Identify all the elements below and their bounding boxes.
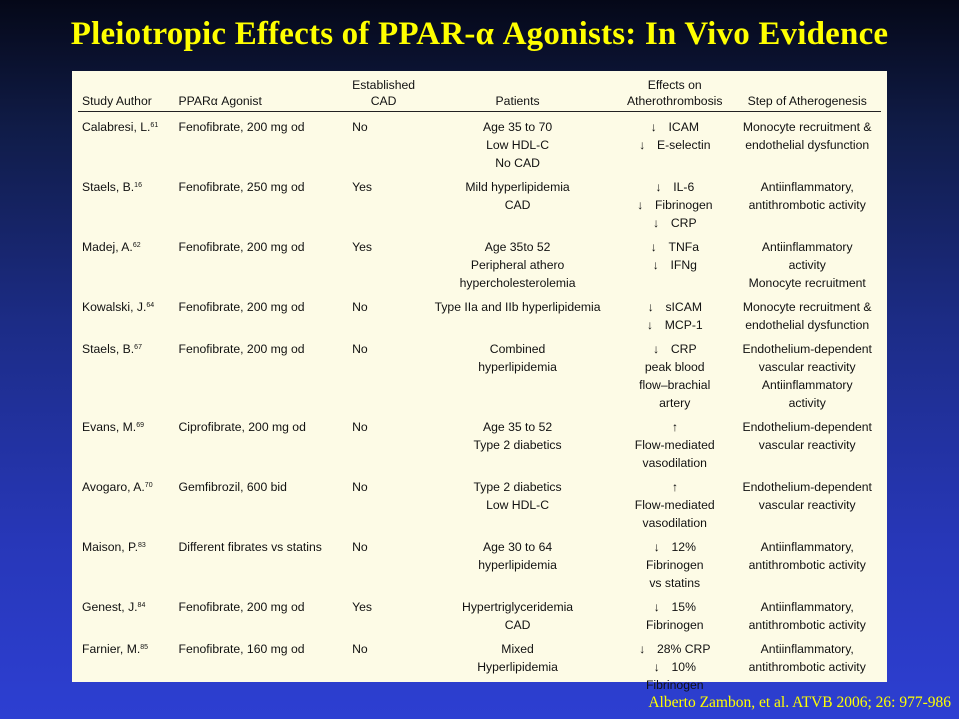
patients-line: Combined [489, 341, 546, 356]
header-cad-line1: Established [352, 77, 416, 92]
step-line: endothelial dysfunction [745, 137, 870, 152]
arrow-down-icon: ↓ [650, 239, 657, 254]
patients-line: hyperlipidemia [478, 359, 557, 374]
reference-number: 83 [138, 541, 146, 549]
reference-number: 62 [132, 241, 141, 249]
step-line: Endothelium-dependent [742, 341, 872, 356]
cell-patients [419, 172, 616, 232]
header-effects [616, 71, 733, 111]
cell-established-cad: No [352, 299, 368, 314]
step-line: antithrombotic activity [748, 557, 866, 572]
patients-line: Low HDL-C [486, 137, 550, 152]
effect-line [620, 256, 729, 274]
patients-line: Age 30 to 64 [483, 539, 553, 554]
author-name: Calabresi, L. [82, 119, 151, 134]
effect-line [620, 238, 729, 256]
reference-number: 67 [134, 343, 142, 351]
cell-step-atherogenesis [733, 334, 881, 412]
effect-text: 28% CRP [656, 641, 711, 656]
author-name: Avogaro, A. [82, 479, 145, 494]
effect-line [620, 556, 729, 574]
step-line: Antiinflammatory, [760, 599, 854, 614]
step-line: activity [788, 257, 826, 272]
patients-line: Low HDL-C [486, 497, 550, 512]
cell-study-author [78, 111, 175, 172]
arrow-down-icon: ↓ [636, 197, 644, 212]
author-name: Staels, B. [82, 179, 135, 194]
patients-line: Hyperlipidemia [477, 659, 558, 674]
effect-line [620, 598, 729, 616]
effect-text: CRP [670, 341, 697, 356]
patients-line: Type 2 diabetics [473, 437, 562, 452]
effect-text: artery [659, 395, 691, 410]
cell-effects [616, 334, 733, 412]
cell-established-cad: No [352, 119, 368, 134]
cell-patients [419, 634, 616, 694]
effect-text: Fibrinogen [645, 617, 704, 632]
arrow-down-icon: ↓ [653, 539, 660, 554]
effect-line [620, 676, 729, 694]
author-name: Staels, B. [82, 341, 135, 356]
arrow-down-icon: ↓ [647, 299, 654, 314]
effect-line [620, 658, 729, 676]
cell-established-cad: No [352, 539, 368, 554]
effect-line [620, 118, 729, 136]
cell-step-atherogenesis [733, 472, 881, 532]
cell-effects [616, 232, 733, 292]
table-row [78, 592, 881, 634]
cell-ppar-agonist: Fenofibrate, 200 mg od [178, 119, 305, 134]
effect-text: IFNg [670, 257, 697, 272]
cell-established-cad: Yes [352, 239, 372, 254]
effect-line [620, 496, 729, 514]
header-step-atherogenesis: Step of Atherogenesis [733, 71, 881, 111]
cell-patients [419, 532, 616, 592]
citation: Alberto Zambon, et al. ATVB 2006; 26: 977-986 [648, 694, 951, 711]
author-name: Genest, J. [82, 599, 138, 614]
effect-text: TNFa [668, 239, 699, 254]
table-row [78, 172, 881, 232]
cell-patients [419, 592, 616, 634]
table-row [78, 111, 881, 172]
cell-effects [616, 472, 733, 532]
step-line: vascular reactivity [758, 437, 856, 452]
table-body [78, 111, 881, 694]
author-name: Maison, P. [82, 539, 139, 554]
table-row [78, 472, 881, 532]
effect-line [620, 340, 729, 358]
effect-text: 12% [671, 539, 696, 554]
step-line: antithrombotic activity [748, 197, 866, 212]
cell-study-author [78, 232, 175, 292]
cell-study-author [78, 592, 175, 634]
effect-line [620, 538, 729, 556]
author-name: Evans, M. [82, 419, 137, 434]
step-line: Antiinflammatory, [760, 641, 854, 656]
cell-study-author [78, 334, 175, 412]
cell-effects [616, 592, 733, 634]
effect-text: vs statins [649, 575, 701, 590]
cell-study-author [78, 472, 175, 532]
cell-ppar-agonist: Fenofibrate, 200 mg od [178, 599, 305, 614]
arrow-up-icon: ↑ [671, 419, 678, 434]
table-row [78, 412, 881, 472]
arrow-down-icon: ↓ [638, 641, 646, 656]
effect-line [620, 454, 729, 472]
table-row [78, 634, 881, 694]
cell-ppar-agonist: Fenofibrate, 200 mg od [178, 299, 305, 314]
patients-line: hyperlipidemia [478, 557, 557, 572]
reference-number: 64 [146, 301, 155, 309]
arrow-down-icon: ↓ [653, 659, 660, 674]
author-name: Madej, A. [82, 239, 133, 254]
header-patients: Patients [419, 71, 616, 111]
effect-line [620, 640, 729, 658]
cell-step-atherogenesis [733, 172, 881, 232]
effect-text: Flow-mediated [634, 497, 715, 512]
author-name: Farnier, M. [82, 641, 141, 656]
cell-study-author [78, 412, 175, 472]
cell-step-atherogenesis [733, 232, 881, 292]
effect-text: ICAM [668, 119, 699, 134]
effect-line [620, 214, 729, 232]
cell-patients [419, 472, 616, 532]
step-line: vascular reactivity [758, 359, 856, 374]
cell-effects [616, 634, 733, 694]
reference-number: 61 [150, 121, 159, 129]
patients-line: Mild hyperlipidemia [465, 179, 570, 194]
effect-text: vasodilation [642, 455, 707, 470]
header-effects-line2: Atherothrombosis [626, 93, 723, 108]
effect-text: CRP [670, 215, 697, 230]
header-effects-line1: Effects on [647, 77, 702, 92]
effect-line [620, 178, 729, 196]
effect-line [620, 418, 729, 436]
effect-line [620, 574, 729, 592]
table-row [78, 532, 881, 592]
cell-ppar-agonist: Fenofibrate, 200 mg od [178, 239, 305, 254]
effect-text: Fibrinogen [645, 677, 704, 692]
effect-line [620, 616, 729, 634]
patients-line: Peripheral athero [470, 257, 565, 272]
patients-line: hypercholesterolemia [459, 275, 576, 290]
arrow-down-icon: ↓ [652, 257, 659, 272]
cell-study-author [78, 172, 175, 232]
step-line: Antiinflammatory [761, 239, 853, 254]
reference-number: 85 [140, 643, 149, 651]
cell-step-atherogenesis [733, 111, 881, 172]
header-established-cad [348, 71, 419, 111]
effect-text: 15% [671, 599, 696, 614]
cell-established-cad: No [352, 479, 368, 494]
cell-effects [616, 412, 733, 472]
effect-text: sICAM [665, 299, 703, 314]
effect-line [620, 298, 729, 316]
header-cad-line2: CAD [370, 93, 397, 108]
effect-text: 10% [671, 659, 696, 674]
effect-line [620, 514, 729, 532]
reference-number: 84 [137, 601, 146, 609]
arrow-down-icon: ↓ [652, 215, 659, 230]
cell-established-cad: Yes [352, 599, 372, 614]
header-ppar-agonist: PPARα Agonist [175, 71, 349, 111]
cell-effects [616, 532, 733, 592]
reference-number: 70 [144, 481, 153, 489]
effect-text: IL-6 [673, 179, 695, 194]
cell-step-atherogenesis [733, 634, 881, 694]
cell-patients [419, 232, 616, 292]
cell-ppar-agonist: Gemfibrozil, 600 bid [178, 479, 287, 494]
cell-patients [419, 334, 616, 412]
reference-number: 69 [136, 421, 144, 429]
cell-study-author [78, 634, 175, 694]
cell-step-atherogenesis [733, 292, 881, 334]
cell-established-cad: No [352, 419, 368, 434]
patients-line: Type IIa and IIb hyperlipidemia [434, 299, 601, 314]
cell-patients [419, 111, 616, 172]
step-line: Antiinflammatory, [760, 179, 854, 194]
evidence-table-panel [72, 71, 887, 692]
step-line: antithrombotic activity [748, 659, 866, 674]
cell-effects [616, 111, 733, 172]
arrow-down-icon: ↓ [650, 119, 657, 134]
evidence-table [78, 71, 881, 694]
effect-line [620, 394, 729, 412]
step-line: Monocyte recruitment [748, 275, 866, 290]
step-line: activity [788, 395, 826, 410]
effect-line [620, 376, 729, 394]
cell-study-author [78, 532, 175, 592]
cell-effects [616, 172, 733, 232]
patients-line: Age 35 to 52 [483, 419, 553, 434]
cell-ppar-agonist: Different fibrates vs statins [178, 539, 322, 554]
patients-line: Type 2 diabetics [473, 479, 562, 494]
effect-text: Fibrinogen [645, 557, 704, 572]
table-header-row [78, 71, 881, 111]
patients-line: CAD [504, 197, 531, 212]
step-line: Antiinflammatory, [760, 539, 854, 554]
step-line: Antiinflammatory [761, 377, 853, 392]
arrow-down-icon: ↓ [653, 599, 660, 614]
reference-number: 16 [134, 181, 142, 189]
effect-text: Fibrinogen [654, 197, 713, 212]
effect-line [620, 136, 729, 154]
effect-line [620, 196, 729, 214]
patients-line: CAD [504, 617, 531, 632]
step-line: antithrombotic activity [748, 617, 866, 632]
slide-title: Pleiotropic Effects of PPAR-α Agonists: In Vivo Evidence [70, 16, 889, 52]
cell-ppar-agonist: Ciprofibrate, 200 mg od [178, 419, 306, 434]
cell-effects [616, 292, 733, 334]
patients-line: Mixed [501, 641, 534, 656]
cell-established-cad: No [352, 341, 368, 356]
cell-ppar-agonist: Fenofibrate, 200 mg od [178, 341, 305, 356]
cell-established-cad: Yes [352, 179, 372, 194]
cell-patients [419, 412, 616, 472]
table-row [78, 334, 881, 412]
effect-line [620, 358, 729, 376]
patients-line: Hypertriglyceridemia [462, 599, 574, 614]
cell-ppar-agonist: Fenofibrate, 160 mg od [178, 641, 305, 656]
effect-line [620, 316, 729, 334]
patients-line: Age 35to 52 [484, 239, 551, 254]
arrow-down-icon: ↓ [638, 137, 646, 152]
arrow-up-icon: ↑ [671, 479, 678, 494]
arrow-down-icon: ↓ [646, 317, 653, 332]
header-study-author: Study Author [78, 71, 175, 111]
cell-step-atherogenesis [733, 412, 881, 472]
effect-text: vasodilation [642, 515, 707, 530]
patients-line: Age 35 to 70 [483, 119, 553, 134]
arrow-down-icon: ↓ [655, 179, 662, 194]
effect-line [620, 436, 729, 454]
cell-established-cad: No [352, 641, 368, 656]
cell-step-atherogenesis [733, 592, 881, 634]
effect-text: flow–brachial [639, 377, 711, 392]
step-line: Monocyte recruitment & [742, 119, 872, 134]
arrow-down-icon: ↓ [652, 341, 659, 356]
effect-text: E-selectin [656, 137, 711, 152]
step-line: Endothelium-dependent [742, 479, 872, 494]
effect-text: peak blood [644, 359, 705, 374]
step-line: endothelial dysfunction [745, 317, 870, 332]
effect-line [620, 478, 729, 496]
step-line: Endothelium-dependent [742, 419, 872, 434]
cell-ppar-agonist: Fenofibrate, 250 mg od [178, 179, 305, 194]
patients-line: No CAD [495, 155, 540, 170]
cell-patients [419, 292, 616, 334]
table-row [78, 232, 881, 292]
cell-study-author [78, 292, 175, 334]
table-row [78, 292, 881, 334]
effect-text: MCP-1 [664, 317, 703, 332]
step-line: Monocyte recruitment & [742, 299, 872, 314]
step-line: vascular reactivity [758, 497, 856, 512]
author-name: Kowalski, J. [82, 299, 147, 314]
effect-text: Flow-mediated [634, 437, 715, 452]
cell-step-atherogenesis [733, 532, 881, 592]
